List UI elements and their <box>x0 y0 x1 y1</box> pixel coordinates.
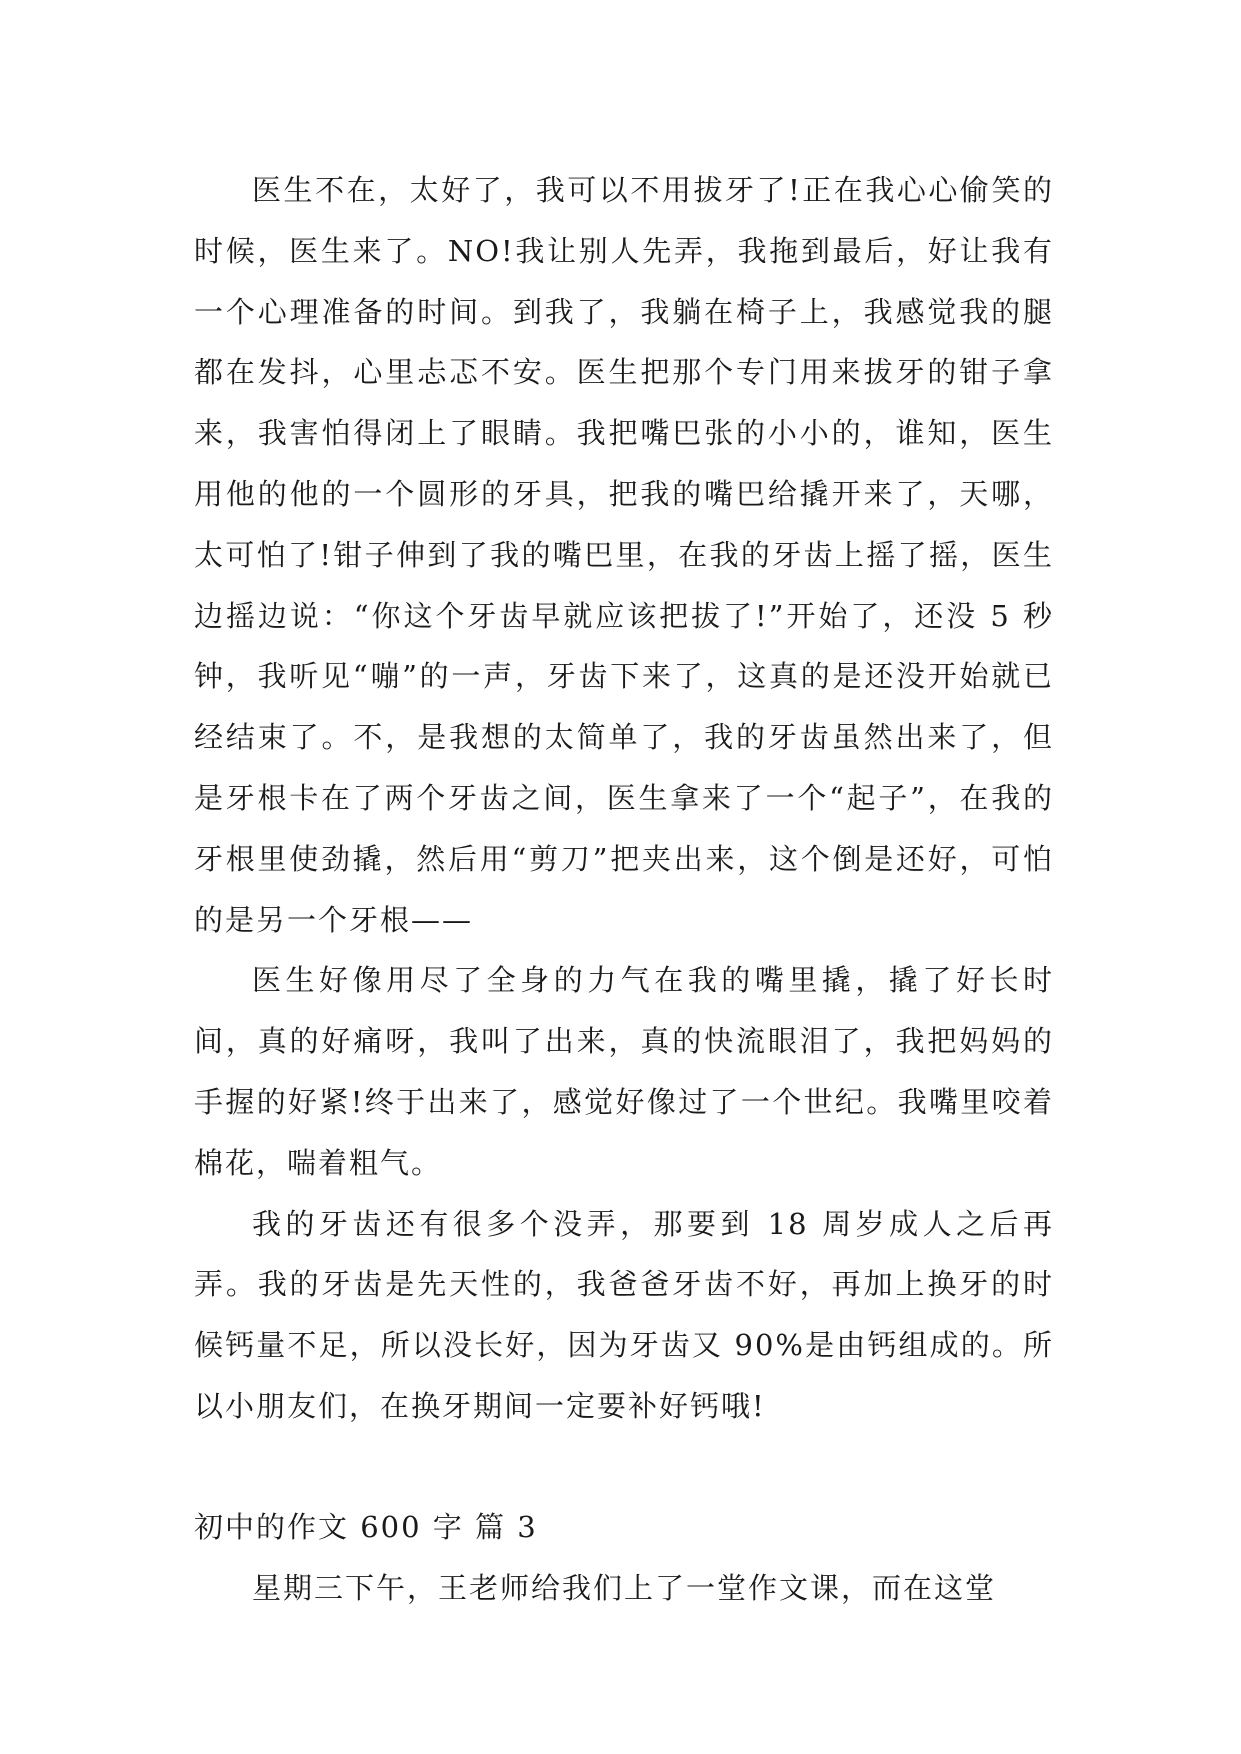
paragraph-tooth-extraction: 医生不在，太好了，我可以不用拔牙了!正在我心心偷笑的时候，医生来了。NO!我让别人先弄，我拖到最后，好让我有一个心理准备的时间。到我了，我躺在椅子上，我感觉我的腿都在发抖，心里忐忑不安。医生把那个专门用来拔牙的钳子拿来，我害怕得闭上了眼睛。我把嘴巴张的小小的，谁知，医生用他的他的一个圆形的牙具，把我的嘴巴给撬开来了，天哪，太可怕了!钳子伸到了我的嘴巴里，在我的牙齿上摇了摇，医生边摇边说：“你这个牙齿早就应该把拔了!”开始了，还没 5 秒钟，我听见“嘣”的一声，牙齿下来了，这真的是还没开始就已经结束了。不，是我想的太简单了，我的牙齿虽然出来了，但是牙根卡在了两个牙齿之间，医生拿来了一个“起子”，在我的牙根里使劲撬，然后用“剪刀”把夹出来，这个倒是还好，可怕的是另一个牙根—— <box>194 173 1054 937</box>
section-heading: 初中的作文 600 字 篇 3 <box>194 1509 538 1544</box>
paragraph-calcium-advice: 我的牙齿还有很多个没弄，那要到 18 周岁成人之后再弄。我的牙齿是先天性的，我爸爸牙齿不好，再加上换牙的时候钙量不足，所以没长好，因为牙齿又 90%是由钙组成的。所以小朋友们，在换牙期间一定要补好钙哦! <box>194 1206 1054 1423</box>
document-body <box>194 160 1054 1618</box>
paragraph-doctor-effort: 医生好像用尽了全身的力气在我的嘴里撬，撬了好长时间，真的好痛呀，我叫了出来，真的快流眼泪了，我把妈妈的手握的好紧!终于出来了，感觉好像过了一个世纪。我嘴里咬着棉花，喘着粗气。 <box>194 963 1054 1180</box>
paragraph-section-3-start: 星期三下午，王老师给我们上了一堂作文课，而在这堂 <box>252 1570 997 1605</box>
